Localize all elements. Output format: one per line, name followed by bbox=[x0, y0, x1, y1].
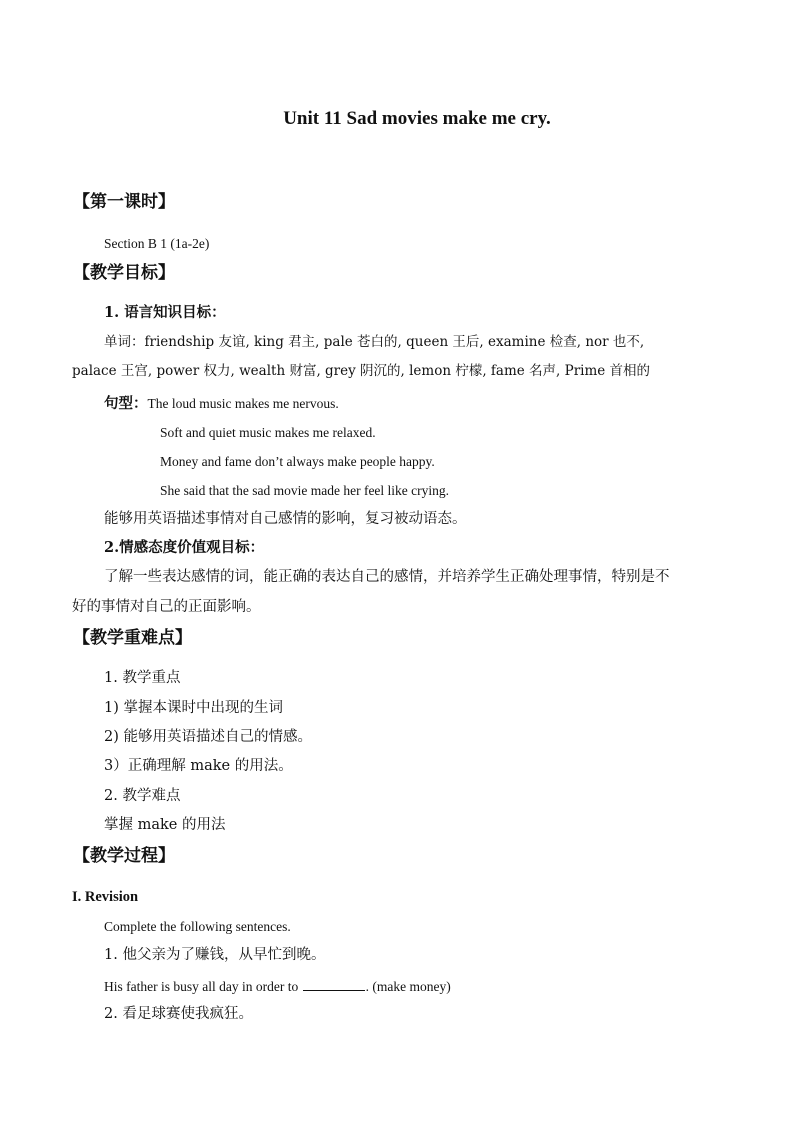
question-1-hint: . (make money) bbox=[365, 979, 451, 994]
key-point-1b: 2) 能够用英语描述自己的情感。 bbox=[104, 729, 312, 745]
key-points-heading: 【教学重难点】 bbox=[73, 628, 192, 648]
ability-goal: 能够用英语描述事情对自己感情的影响，复习被动语态。 bbox=[104, 511, 467, 527]
goal1-heading: 1. 语言知识目标： bbox=[104, 304, 226, 321]
pattern-sentence-4: She said that the sad movie made her feel like crying. bbox=[160, 483, 450, 498]
vocab-line-2: palace 王宫, power 权力, wealth 财富, grey 阴沉的, lemon 柠檬, fame 名声, Prime 首相的 bbox=[72, 363, 651, 379]
pattern-sentence-3: Money and fame don’t always make people happy. bbox=[160, 454, 435, 469]
key-point-1: 1. 教学重点 bbox=[104, 670, 181, 686]
goals-heading: 【教学目标】 bbox=[73, 263, 175, 283]
page-title: Unit 11 Sad movies make me cry. bbox=[283, 108, 551, 129]
emotion-goal-line-1: 了解一些表达感情的词，能正确的表达自己的感情，并培养学生正确处理事情，特别是不 bbox=[104, 569, 670, 585]
question-1-chinese: 1. 他父亲为了赚钱，从早忙到晚。 bbox=[104, 947, 326, 963]
key-point-2a: 掌握 make 的用法 bbox=[104, 817, 226, 833]
question-2-chinese: 2. 看足球赛使我疯狂。 bbox=[104, 1006, 253, 1022]
key-point-1a: 1) 掌握本课时中出现的生词 bbox=[104, 700, 283, 716]
pattern-label: 句型： bbox=[104, 395, 148, 412]
pattern-sentence-1: The loud music makes me nervous. bbox=[147, 396, 339, 411]
process-heading: 【教学过程】 bbox=[73, 846, 175, 866]
lesson-heading: 【第一课时】 bbox=[73, 192, 175, 212]
answer-blank[interactable] bbox=[303, 978, 365, 991]
question-1-english bbox=[104, 978, 451, 994]
question-1-text: His father is busy all day in order to bbox=[104, 979, 299, 994]
pattern-line bbox=[104, 395, 339, 412]
pattern-sentence-2: Soft and quiet music makes me relaxed. bbox=[160, 425, 376, 440]
key-point-2: 2. 教学难点 bbox=[104, 788, 181, 804]
section-label: Section B 1 (1a-2e) bbox=[104, 236, 210, 251]
key-point-1c: 3）正确理解 make 的用法。 bbox=[104, 758, 293, 774]
complete-instruction: Complete the following sentences. bbox=[104, 919, 291, 934]
emotion-goal-line-2: 好的事情对自己的正面影响。 bbox=[72, 599, 261, 615]
goal2-heading: 2.情感态度价值观目标： bbox=[104, 539, 265, 556]
vocab-line-1: 单词：friendship 友谊, king 君主, pale 苍白的, queen 王后, examine 检查, nor 也不, bbox=[104, 334, 645, 350]
revision-heading: I. Revision bbox=[72, 889, 139, 905]
